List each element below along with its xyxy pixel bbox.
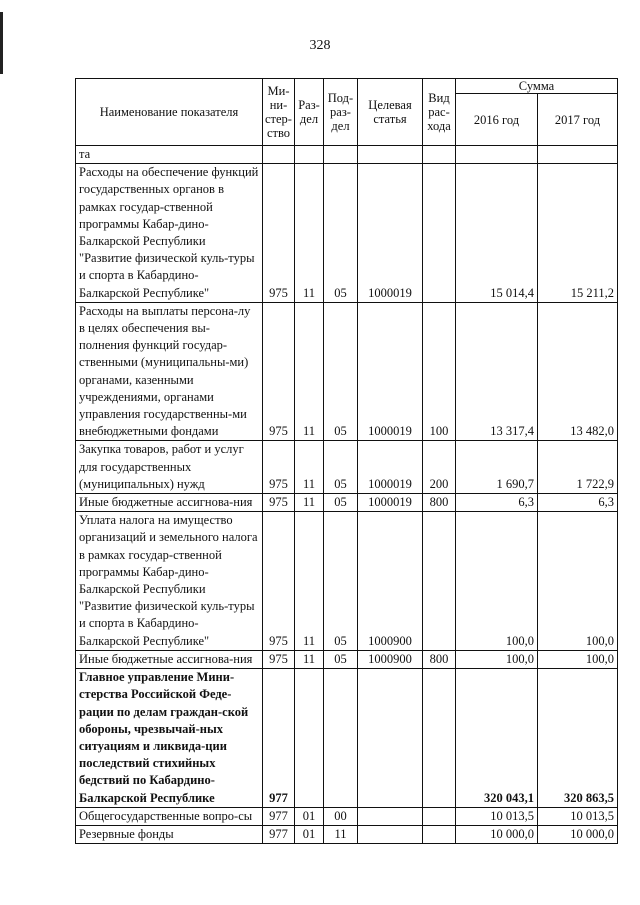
cell-subsection: 05: [324, 512, 358, 651]
header-sum: Сумма: [456, 79, 618, 94]
table-row: [76, 302, 618, 441]
cell-name: Закупка товаров, работ и услуг для государственных (муниципальных) нужд: [76, 441, 263, 494]
cell-target: 1000900: [358, 512, 423, 651]
cell-sum-2016: 13 317,4: [456, 302, 538, 441]
cell-sum-2016: 10 013,5: [456, 807, 538, 825]
cell-expense-type: 200: [423, 441, 456, 494]
cell-sum-2017: 100,0: [538, 512, 618, 651]
cell-sum-2017: 10 013,5: [538, 807, 618, 825]
cell-target: 1000019: [358, 302, 423, 441]
cell-name: Иные бюджетные ассигнова-ния: [76, 494, 263, 512]
cell-target: [358, 825, 423, 843]
cell-ministry: 977: [263, 669, 295, 808]
cell-target: 1000019: [358, 164, 423, 303]
cell-ministry: 975: [263, 302, 295, 441]
cell-name: Главное управление Мини-стерства Российской Феде-рации по делам граждан-ской обороны, чрезвычай-ных ситуациям и ликвида-ции последствий стихийных бедствий по Кабардино-Балкарской Республике: [76, 669, 263, 808]
cell-sum-2017: 13 482,0: [538, 302, 618, 441]
cell-section: 11: [295, 650, 324, 668]
cell-target: 1000900: [358, 650, 423, 668]
table-row: [76, 146, 618, 164]
table-row: [76, 441, 618, 494]
cell-target: [358, 669, 423, 808]
cell-sum-2016: 6,3: [456, 494, 538, 512]
cell-expense-type: [423, 512, 456, 651]
cell-ministry: 975: [263, 441, 295, 494]
cell-section: 11: [295, 441, 324, 494]
cell-name: Иные бюджетные ассигнова-ния: [76, 650, 263, 668]
cell-name: Общегосударственные вопро-сы: [76, 807, 263, 825]
cell-subsection: 05: [324, 494, 358, 512]
cell-subsection: 05: [324, 302, 358, 441]
cell-ministry: 975: [263, 512, 295, 651]
table-row: [76, 164, 618, 303]
cell-subsection: 05: [324, 650, 358, 668]
cell-target: [358, 807, 423, 825]
cell-ministry: 975: [263, 650, 295, 668]
cell-sum-2017: 100,0: [538, 650, 618, 668]
cell-expense-type: 100: [423, 302, 456, 441]
cell-expense-type: [423, 146, 456, 164]
cell-section: [295, 669, 324, 808]
cell-expense-type: 800: [423, 650, 456, 668]
cell-sum-2017: 320 863,5: [538, 669, 618, 808]
cell-section: 01: [295, 807, 324, 825]
table-row: [76, 512, 618, 651]
budget-table: [75, 78, 618, 844]
table-row: [76, 825, 618, 843]
cell-sum-2017: 1 722,9: [538, 441, 618, 494]
cell-sum-2017: 10 000,0: [538, 825, 618, 843]
cell-expense-type: [423, 164, 456, 303]
cell-subsection: 05: [324, 164, 358, 303]
cell-expense-type: 800: [423, 494, 456, 512]
cell-sum-2017: 6,3: [538, 494, 618, 512]
cell-sum-2016: 100,0: [456, 650, 538, 668]
cell-name: Резервные фонды: [76, 825, 263, 843]
cell-section: 11: [295, 164, 324, 303]
cell-sum-2016: 1 690,7: [456, 441, 538, 494]
cell-ministry: 977: [263, 825, 295, 843]
cell-subsection: 05: [324, 441, 358, 494]
header-expense-type: Вид рас-хода: [423, 79, 456, 146]
cell-section: [295, 146, 324, 164]
cell-ministry: 975: [263, 494, 295, 512]
cell-name: Расходы на обеспечение функций государственных органов в рамках государ-ственной программы Кабар-дино-Балкарской Республики "Развитие физической куль-туры и спорта в Кабардино-Балкарской Республике": [76, 164, 263, 303]
page-number: 328: [309, 38, 331, 53]
cell-target: [358, 146, 423, 164]
cell-ministry: [263, 146, 295, 164]
table-row: [76, 669, 618, 808]
cell-name: та: [76, 146, 263, 164]
header-ministry: Ми-ни-стер-ство: [263, 79, 295, 146]
table-row: [76, 494, 618, 512]
cell-subsection: 11: [324, 825, 358, 843]
table-row: [76, 807, 618, 825]
cell-sum-2017: [538, 146, 618, 164]
cell-subsection: [324, 146, 358, 164]
cell-ministry: 975: [263, 164, 295, 303]
cell-sum-2016: 100,0: [456, 512, 538, 651]
table-row: [76, 650, 618, 668]
cell-sum-2016: 320 043,1: [456, 669, 538, 808]
header-year-2017: 2017 год: [538, 94, 618, 146]
header-name: Наименование показателя: [76, 79, 263, 146]
cell-name: Расходы на выплаты персона-лу в целях обеспечения вы-полнения функций государ-ственными (муниципальны-ми) органами, казенными учреждениями, органами управления государственны-ми внебюджетными фондами: [76, 302, 263, 441]
cell-section: 11: [295, 512, 324, 651]
header-subsection: Под-раз-дел: [324, 79, 358, 146]
header-target: Целевая статья: [358, 79, 423, 146]
header-year-2016: 2016 год: [456, 94, 538, 146]
cell-target: 1000019: [358, 494, 423, 512]
cell-section: 11: [295, 494, 324, 512]
cell-name: Уплата налога на имущество организаций и земельного налога в рамках государ-ственной программы Кабар-дино-Балкарской Республики "Развитие физической куль-туры и спорта в Кабардино-Балкарской Республике": [76, 512, 263, 651]
cell-expense-type: [423, 825, 456, 843]
cell-target: 1000019: [358, 441, 423, 494]
cell-expense-type: [423, 807, 456, 825]
cell-section: 01: [295, 825, 324, 843]
cell-sum-2016: [456, 146, 538, 164]
cell-sum-2016: 15 014,4: [456, 164, 538, 303]
cell-subsection: [324, 669, 358, 808]
cell-section: 11: [295, 302, 324, 441]
cell-subsection: 00: [324, 807, 358, 825]
cell-expense-type: [423, 669, 456, 808]
cell-sum-2017: 15 211,2: [538, 164, 618, 303]
cell-sum-2016: 10 000,0: [456, 825, 538, 843]
header-section: Раз-дел: [295, 79, 324, 146]
cell-ministry: 977: [263, 807, 295, 825]
